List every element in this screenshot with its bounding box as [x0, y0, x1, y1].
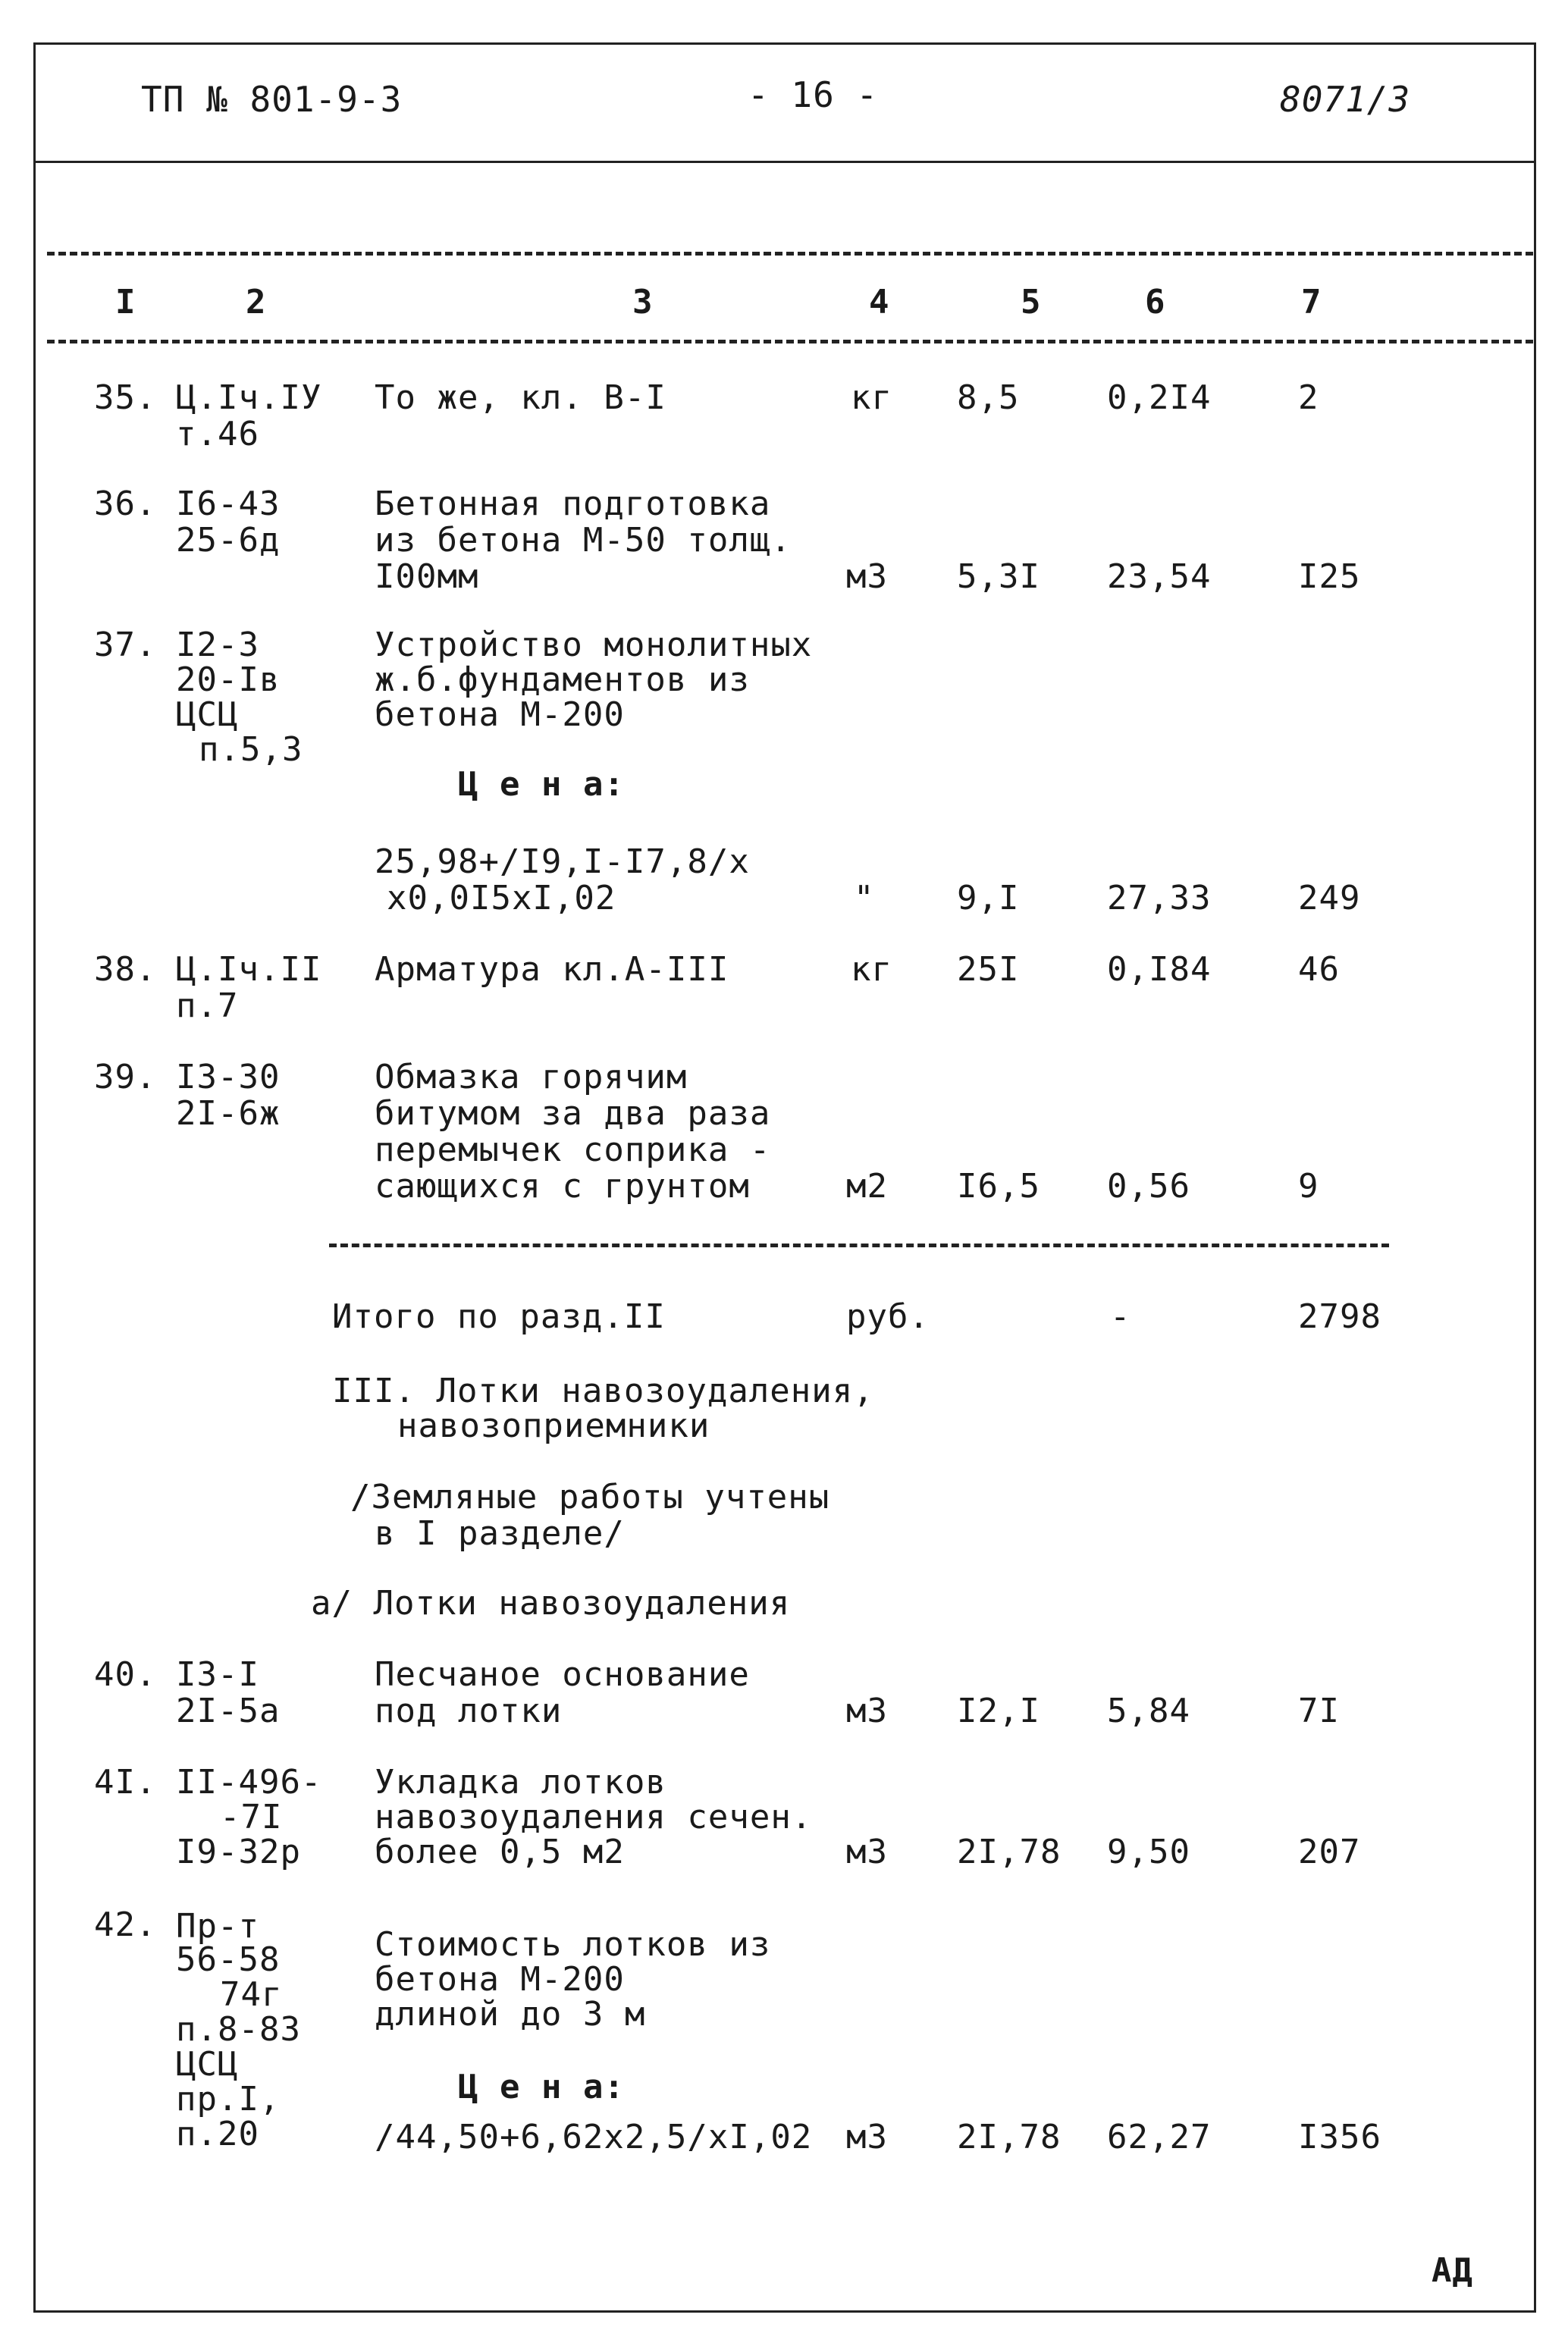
row-number: 36. — [94, 485, 157, 523]
row-code: ЦСЦ — [176, 695, 239, 734]
row-description: Обмазка горячим — [375, 1058, 688, 1096]
row-total: 207 — [1298, 1833, 1361, 1871]
row-description: То же, кл. В-I — [375, 378, 666, 417]
col-head-4: 4 — [869, 283, 890, 321]
row-total: 249 — [1298, 879, 1361, 917]
section-note: в I разделе/ — [375, 1514, 625, 1553]
row-quantity: 8,5 — [957, 378, 1020, 417]
row-code: п.5,3 — [199, 730, 303, 769]
row-code: Ц.Iч.IУ — [176, 378, 322, 417]
row-unit: " — [854, 879, 875, 917]
row-unit: м2 — [846, 1167, 888, 1206]
row-description: бетона М-200 — [375, 1960, 625, 1999]
row-code: 20-Iв — [176, 660, 281, 699]
row-quantity: 5,3I — [957, 557, 1040, 596]
subtotal-label: Итого по разд.II — [332, 1297, 666, 1336]
row-unit-price: 0,I84 — [1107, 950, 1212, 989]
row-number: 37. — [94, 626, 157, 664]
row-number: 4I. — [94, 1763, 157, 1802]
page-number: - 16 - — [748, 74, 879, 115]
row-description: I00мм — [375, 557, 479, 596]
row-description: Укладка лотков — [375, 1763, 666, 1802]
row-description: более 0,5 м2 — [375, 1833, 625, 1871]
row-code: I6-43 — [176, 485, 281, 523]
row-description: битумом за два раза — [375, 1094, 771, 1133]
row-description: перемычек соприка - — [375, 1131, 771, 1169]
row-description: бетона М-200 — [375, 695, 625, 734]
row-code: I2-3 — [176, 626, 259, 664]
row-code: п.20 — [176, 2115, 259, 2153]
row-quantity: I6,5 — [957, 1167, 1040, 1206]
sheet-number: 8071/3 — [1280, 79, 1411, 120]
row-unit-price: 62,27 — [1107, 2118, 1212, 2156]
section-title: III. Лотки навозоудаления, — [332, 1372, 874, 1410]
row-quantity: 2I,78 — [957, 2118, 1062, 2156]
row-code: I3-I — [176, 1655, 259, 1694]
row-code: пр.I, — [176, 2080, 281, 2119]
column-header-top-rule — [47, 252, 1533, 256]
subtotal-unit: руб. — [846, 1297, 930, 1336]
row-description: сающихся с грунтом — [375, 1167, 750, 1206]
row-unit-price: 0,2I4 — [1107, 378, 1212, 417]
row-code: 56-58 — [176, 1940, 281, 1979]
row-quantity: 9,I — [957, 879, 1020, 917]
row-total: I25 — [1298, 557, 1361, 596]
price-label: Ц е н а: — [458, 2068, 625, 2106]
row-number: 42. — [94, 1905, 157, 1944]
row-code: -7I — [220, 1798, 283, 1836]
footer-stamp: АД — [1432, 2251, 1473, 2290]
row-description: Арматура кл.А-III — [375, 950, 729, 989]
row-code: п.7 — [176, 986, 239, 1025]
row-unit: м3 — [846, 557, 888, 596]
row-code: п.8-83 — [176, 2010, 301, 2049]
row-code: 25-6д — [176, 521, 281, 560]
row-quantity: 2I,78 — [957, 1833, 1062, 1871]
col-head-2: 2 — [246, 283, 267, 321]
row-total: I356 — [1298, 2118, 1381, 2156]
row-code: ЦСЦ — [176, 2045, 239, 2084]
price-formula: /44,50+6,62х2,5/хI,02 — [375, 2118, 813, 2156]
row-description: ж.б.фундаментов из — [375, 660, 750, 699]
row-description: из бетона М-50 толщ. — [375, 521, 792, 560]
col-head-1: I — [115, 283, 136, 321]
row-description: Стоимость лотков из — [375, 1925, 771, 1964]
row-unit-price: 0,56 — [1107, 1167, 1190, 1206]
row-description: Бетонная подготовка — [375, 485, 771, 523]
column-header-bottom-rule — [47, 340, 1533, 343]
col-head-3: 3 — [632, 283, 654, 321]
row-number: 40. — [94, 1655, 157, 1694]
row-number: 35. — [94, 378, 157, 417]
row-code: 74г — [220, 1975, 283, 2014]
row-unit-price: 9,50 — [1107, 1833, 1190, 1871]
row-code: Пр-т — [176, 1907, 259, 1946]
row-unit: м3 — [846, 1692, 888, 1730]
col-head-5: 5 — [1021, 283, 1042, 321]
row-total: 7I — [1298, 1692, 1340, 1730]
row-code: I9-32р — [176, 1833, 301, 1871]
row-code: т.46 — [176, 415, 259, 453]
row-code: 2I-5а — [176, 1692, 281, 1730]
row-description: под лотки — [375, 1692, 563, 1730]
row-total: 2 — [1298, 378, 1319, 417]
subtotal-rule — [329, 1244, 1389, 1247]
price-formula: 25,98+/I9,I-I7,8/х — [375, 842, 750, 881]
price-label: Ц е н а: — [458, 765, 625, 804]
row-description: длиной до 3 м — [375, 1995, 646, 2034]
row-total: 46 — [1298, 950, 1340, 989]
row-description: Песчаное основание — [375, 1655, 750, 1694]
row-unit-price: 23,54 — [1107, 557, 1212, 596]
row-unit: кг — [851, 950, 892, 989]
row-quantity: 25I — [957, 950, 1020, 989]
row-description: Устройство монолитных — [375, 626, 813, 664]
doc-code: ТП № 801-9-3 — [141, 79, 403, 120]
col-head-6: 6 — [1145, 283, 1166, 321]
subtotal-total: 2798 — [1298, 1297, 1381, 1336]
col-head-7: 7 — [1301, 283, 1322, 321]
header-divider — [33, 161, 1536, 163]
row-unit: кг — [851, 378, 892, 417]
row-unit: м3 — [846, 2118, 888, 2156]
price-formula: х0,0I5хI,02 — [387, 879, 616, 917]
row-description: навозоудаления сечен. — [375, 1798, 813, 1836]
row-code: Ц.Iч.II — [176, 950, 322, 989]
subsection-title: а/ Лотки навозоудаления — [311, 1584, 791, 1623]
subtotal-price: - — [1110, 1297, 1131, 1336]
row-number: 38. — [94, 950, 157, 989]
row-code: 2I-6ж — [176, 1094, 281, 1133]
row-code: I3-30 — [176, 1058, 281, 1096]
row-unit: м3 — [846, 1833, 888, 1871]
row-quantity: I2,I — [957, 1692, 1040, 1730]
section-title: навозоприемники — [397, 1407, 710, 1445]
row-code: II-496- — [176, 1763, 322, 1802]
section-note: /Земляные работы учтены — [350, 1478, 830, 1516]
row-unit-price: 27,33 — [1107, 879, 1212, 917]
row-total: 9 — [1298, 1167, 1319, 1206]
row-unit-price: 5,84 — [1107, 1692, 1190, 1730]
row-number: 39. — [94, 1058, 157, 1096]
